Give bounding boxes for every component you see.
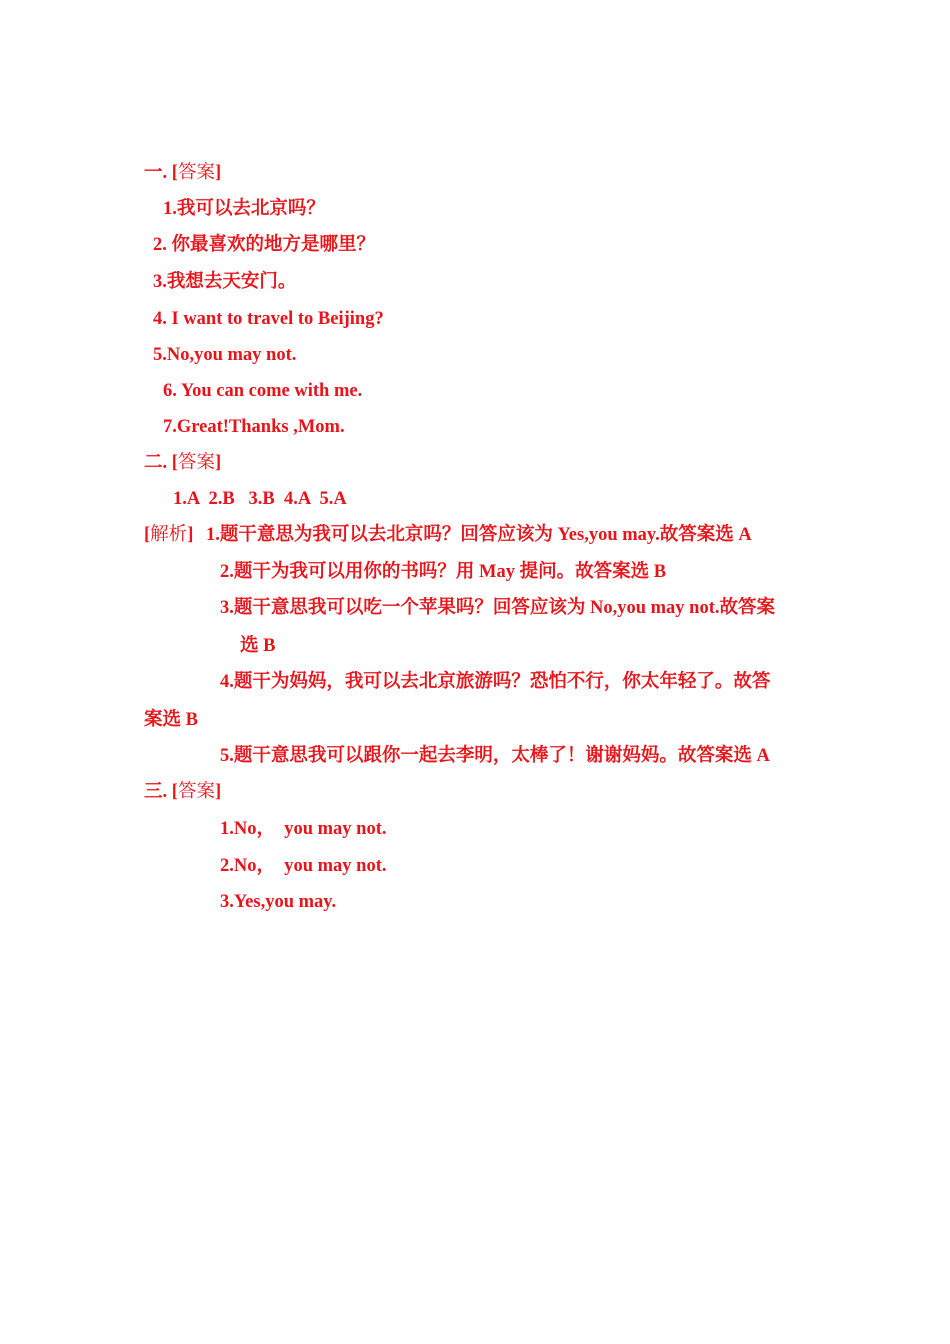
section-number: 一. xyxy=(144,163,168,183)
analysis-text: 案选 B xyxy=(144,710,198,730)
analysis-text: 5.题干意思我可以跟你一起去李明，太棒了！谢谢妈妈。故答案选 A xyxy=(220,746,770,766)
answer-line: 6. You can come with me. xyxy=(163,381,363,401)
analysis-text: 选 B xyxy=(240,636,276,656)
answer-line: 4. I want to travel to Beijing? xyxy=(153,309,384,329)
analysis-text: 4.题干为妈妈，我可以去北京旅游吗？恐怕不行，你太年轻了。故答 xyxy=(220,672,771,692)
answer-line: 7.Great!Thanks ,Mom. xyxy=(163,417,345,437)
answer-line: 3.Yes,you may. xyxy=(220,892,337,912)
choice-answers: 1.A 2.B 3.B 4.A 5.A xyxy=(173,489,347,509)
answer-tag: 答案 xyxy=(177,163,215,183)
analysis-text: 1.题干意思为我可以去北京吗？回答应该为 Yes,you may.故答案选 A xyxy=(205,525,752,545)
section-1-heading: 一. [答案] xyxy=(144,163,222,183)
section-2-heading: 二. [答案] xyxy=(144,453,222,473)
analysis-tag: 解析 xyxy=(150,525,188,545)
answer-tag: 答案 xyxy=(177,782,215,802)
answer-line: 1.No， you may not. xyxy=(220,819,387,839)
answer-line: 2.No， you may not. xyxy=(220,856,387,876)
answer-line: 3.我想去天安门。 xyxy=(153,272,297,292)
section-number: 二. xyxy=(144,453,168,473)
answer-line: 2. 你最喜欢的地方是哪里？ xyxy=(153,235,376,255)
analysis-line: [解析] 1.题干意思为我可以去北京吗？回答应该为 Yes,you may.故答案选 A xyxy=(144,525,752,545)
answer-line: 1.我可以去北京吗？ xyxy=(163,199,325,219)
answer-tag: 答案 xyxy=(177,453,215,473)
section-3-heading: 三. [答案] xyxy=(144,782,222,802)
analysis-text: 3.题干意思我可以吃一个苹果吗？回答应该为 No,you may not.故答案 xyxy=(220,598,776,618)
section-number: 三. xyxy=(144,782,168,802)
analysis-text: 2.题干为我可以用你的书吗？用 May 提问。故答案选 B xyxy=(220,562,667,582)
answer-line: 5.No,you may not. xyxy=(153,345,297,365)
